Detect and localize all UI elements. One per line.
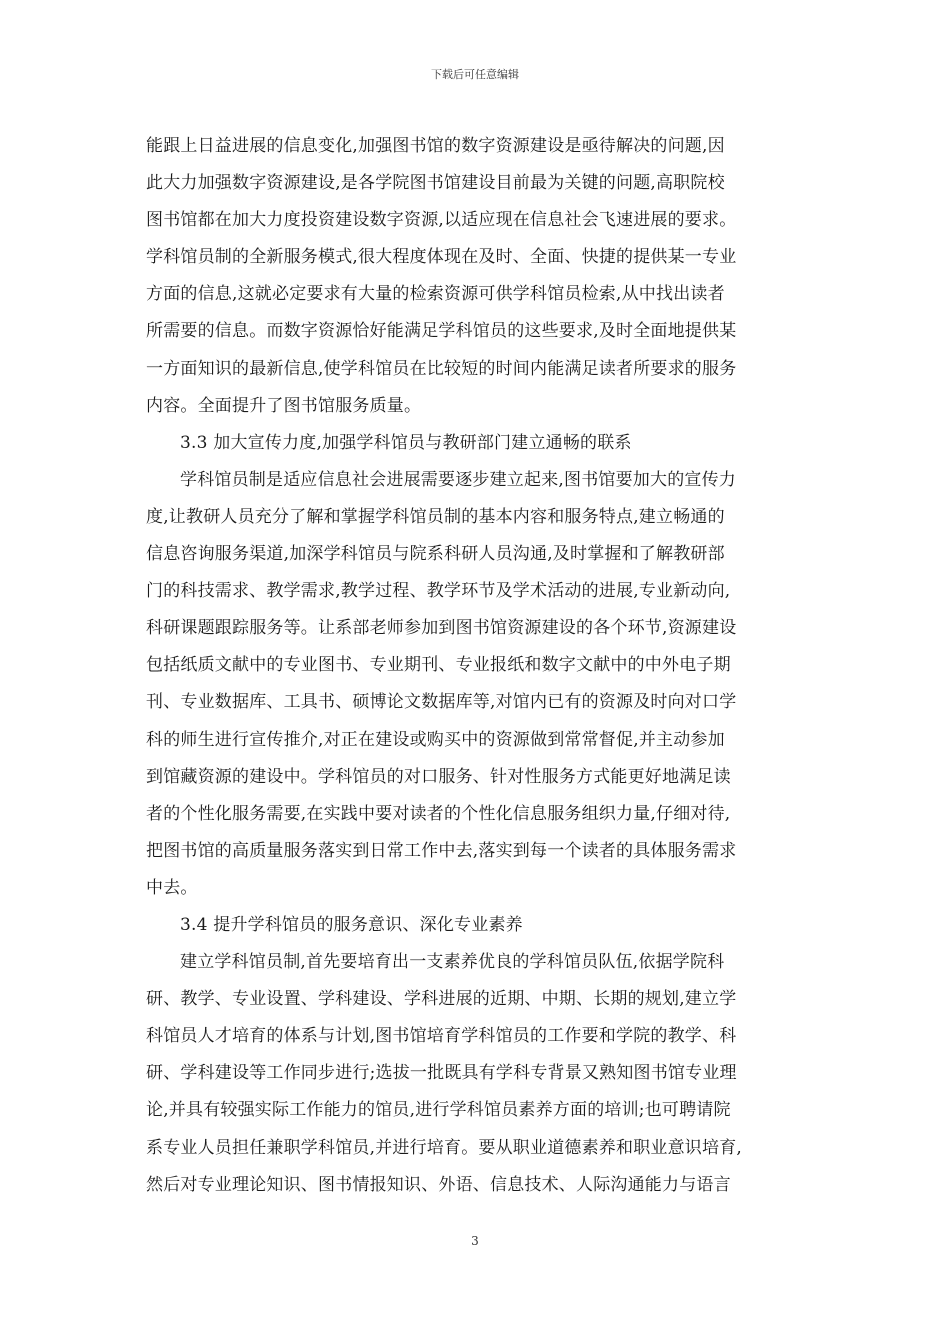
text-line: 一方面知识的最新信息,使学科馆员在比较短的时间内能满足读者所要求的服务 xyxy=(146,358,737,379)
text-line: 度,让教研人员充分了解和掌握学科馆员制的基本内容和服务特点,建立畅通的 xyxy=(146,506,725,527)
text-line: 把图书馆的高质量服务落实到日常工作中去,落实到每一个读者的具体服务需求 xyxy=(146,840,737,861)
text-line: 论,并具有较强实际工作能力的馆员,进行学科馆员素养方面的培训;也可聘请院 xyxy=(146,1100,731,1121)
text-line: 学科馆员制是适应信息社会进展需要逐步建立起来,图书馆要加大的宣传力 xyxy=(180,469,737,490)
text-line: 能跟上日益进展的信息变化,加强图书馆的数字资源建设是亟待解决的问题,因 xyxy=(146,136,725,156)
text-line: 科的师生进行宣传推介,对正在建设或购买中的资源做到常常督促,并主动参加 xyxy=(146,729,725,750)
section-heading-3-3: 3.3 加大宣传力度,加强学科馆员与教研部门建立通畅的联系 xyxy=(180,432,632,453)
text-line: 包括纸质文献中的专业图书、专业期刊、专业报纸和数字文献中的中外电子期 xyxy=(146,655,731,676)
text-line: 中去。 xyxy=(146,877,198,898)
page-number: 3 xyxy=(471,1234,479,1248)
text-line: 此大力加强数字资源建设,是各学院图书馆建设目前最为关键的问题,高职院校 xyxy=(146,173,725,194)
text-line: 建立学科馆员制,首先要培育出一支素养优良的学科馆员队伍,依据学院科 xyxy=(180,952,725,973)
section-heading-3-4: 3.4 提升学科馆员的服务意识、深化专业素养 xyxy=(180,914,523,935)
text-line: 科研课题跟踪服务等。让系部老师参加到图书馆资源建设的各个环节,资源建设 xyxy=(146,618,737,639)
text-line: 所需要的信息。而数字资源恰好能满足学科馆员的这些要求,及时全面地提供某 xyxy=(146,321,737,342)
text-line: 图书馆都在加大力度投资建设数字资源,以适应现在信息社会飞速进展的要求。 xyxy=(146,210,737,231)
text-line: 方面的信息,这就必定要求有大量的检索资源可供学科馆员检索,从中找出读者 xyxy=(146,284,725,305)
text-line: 系专业人员担任兼职学科馆员,并进行培育。要从职业道德素养和职业意识培育, xyxy=(146,1137,743,1158)
page-header: 下载后可任意编辑 xyxy=(431,68,519,81)
text-line: 者的个性化服务需要,在实践中要对读者的个性化信息服务组织力量,仔细对待, xyxy=(146,803,731,824)
text-line: 门的科技需求、教学需求,教学过程、教学环节及学术活动的进展,专业新动向, xyxy=(146,581,731,602)
text-line: 学科馆员制的全新服务模式,很大程度体现在及时、全面、快捷的提供某一专业 xyxy=(146,247,737,268)
document-body xyxy=(146,128,806,1204)
text-line: 然后对专业理论知识、图书情报知识、外语、信息技术、人际沟通能力与语言 xyxy=(146,1174,731,1195)
text-line: 到馆藏资源的建设中。学科馆员的对口服务、针对性服务方式能更好地满足读 xyxy=(146,766,731,787)
text-line: 内容。全面提升了图书馆服务质量。 xyxy=(146,395,422,416)
text-line: 科馆员人才培育的体系与计划,图书馆培育学科馆员的工作要和学院的教学、科 xyxy=(146,1026,737,1047)
text-line: 研、学科建设等工作同步进行;选拔一批既具有学科专背景又熟知图书馆专业理 xyxy=(146,1063,737,1084)
text-line: 刊、专业数据库、工具书、硕博论文数据库等,对馆内已有的资源及时向对口学 xyxy=(146,692,737,713)
text-line: 研、教学、专业设置、学科建设、学科进展的近期、中期、长期的规划,建立学 xyxy=(146,989,737,1010)
text-line: 信息咨询服务渠道,加深学科馆员与院系科研人员沟通,及时掌握和了解教研部 xyxy=(146,544,725,565)
